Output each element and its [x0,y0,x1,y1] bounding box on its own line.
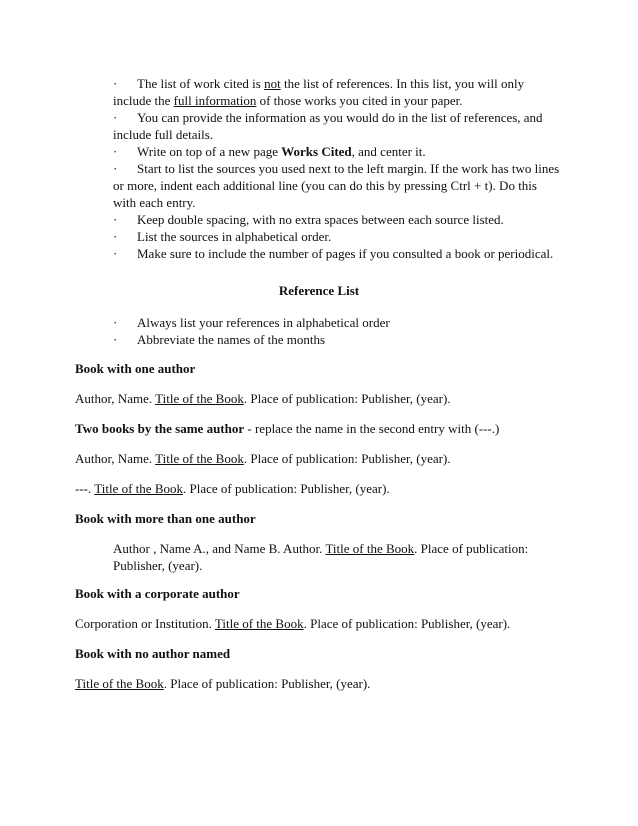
text-run: Start to list the sources you used next to the left margin. If the work has two lines or more, indent each additional line (you can do this by pressing Ctrl + t). Do this with each entry. [113,161,560,210]
section-heading [75,510,575,527]
bullet-dot-icon: · [113,246,118,261]
citation-entry [75,675,575,692]
text-run: The list of work cited is [137,76,265,91]
reference-bullet-list [113,314,563,348]
bullet-dot-icon: · [113,76,118,91]
bullet-dot-icon: · [113,229,118,244]
text-run: Author, Name. [75,391,156,406]
text-run: . Place of publication: Publisher, (year). [243,391,451,406]
text-run: - replace the name in the second entry with (---.) [244,421,500,436]
bold-text: Two books by the same author [75,421,245,436]
text-run: Corporation or Institution. [75,616,215,631]
book-title: Title of the Book [94,481,183,496]
bullet-item [113,331,563,348]
section-heading [75,420,575,437]
citation-entry [113,540,553,574]
book-title: Title of the Book [75,676,164,691]
bullet-dot-icon: · [113,110,118,125]
bold-text: Book with more than one author [75,511,256,526]
text-run: Make sure to include the number of pages if you consulted a book or periodical. [137,246,554,261]
bullet-item [113,228,563,245]
bullet-dot-icon: · [113,144,118,159]
text-run: , and center it. [351,144,426,159]
text-run: . Place of publication: Publisher, (year). [243,451,451,466]
citation-entry [75,450,575,467]
text-run: Keep double spacing, with no extra spaces between each source listed. [137,212,504,227]
text-run: of those works you cited in your paper. [256,93,463,108]
text-run: Author, Name. [75,451,156,466]
text-run: List the sources in alphabetical order. [137,229,332,244]
bullet-item [113,143,563,160]
book-title: Title of the Book [155,451,244,466]
book-title: Title of the Book [214,616,304,631]
bullet-item [113,314,563,331]
citation-entry [75,480,575,497]
bold-text: Works Cited [281,144,352,159]
bullet-dot-icon: · [113,315,118,330]
text-run: Write on top of a new page [137,144,282,159]
bullet-item [113,109,563,143]
bullet-dot-icon: · [113,332,118,347]
underlined-text: not [264,76,281,91]
bullet-item [113,245,563,262]
bold-text: Book with a corporate author [75,586,240,601]
works-cited-bullet-list [113,75,563,262]
bold-text: Book with no author named [75,646,231,661]
citation-entry [75,390,575,407]
reference-list-title: Reference List [278,283,360,298]
bullet-item [113,211,563,228]
bullet-dot-icon: · [113,212,118,227]
section-heading [75,585,575,602]
text-run: Author , Name A., and Name B. Author. [113,541,326,556]
text-run: You can provide the information as you would do in the list of references, and include full details. [113,110,543,142]
bold-text: Book with one author [75,361,196,376]
text-run: ---. [75,481,95,496]
text-run: . Place of publication: Publisher, (year). [303,616,511,631]
book-title: Title of the Book [155,391,244,406]
citation-entry [75,615,575,632]
text-run: . Place of publication: Publisher, (year). [183,481,390,496]
text-run: the list of references. In this list, you will only include the [113,76,525,108]
text-run: . Place of publication: Publisher, (year). [163,676,371,691]
text-run: Abbreviate the names of the months [137,332,326,347]
book-title: Title of the Book [325,541,415,556]
text-run: Always list your references in alphabetical order [137,315,390,330]
text-run: . Place of publication: Publisher, (year). [113,541,529,573]
bullet-item [113,75,563,109]
bullet-item [113,160,563,211]
section-heading [75,360,575,377]
underlined-text: full information [173,93,257,108]
bullet-dot-icon: · [113,161,118,176]
section-heading [75,645,575,662]
